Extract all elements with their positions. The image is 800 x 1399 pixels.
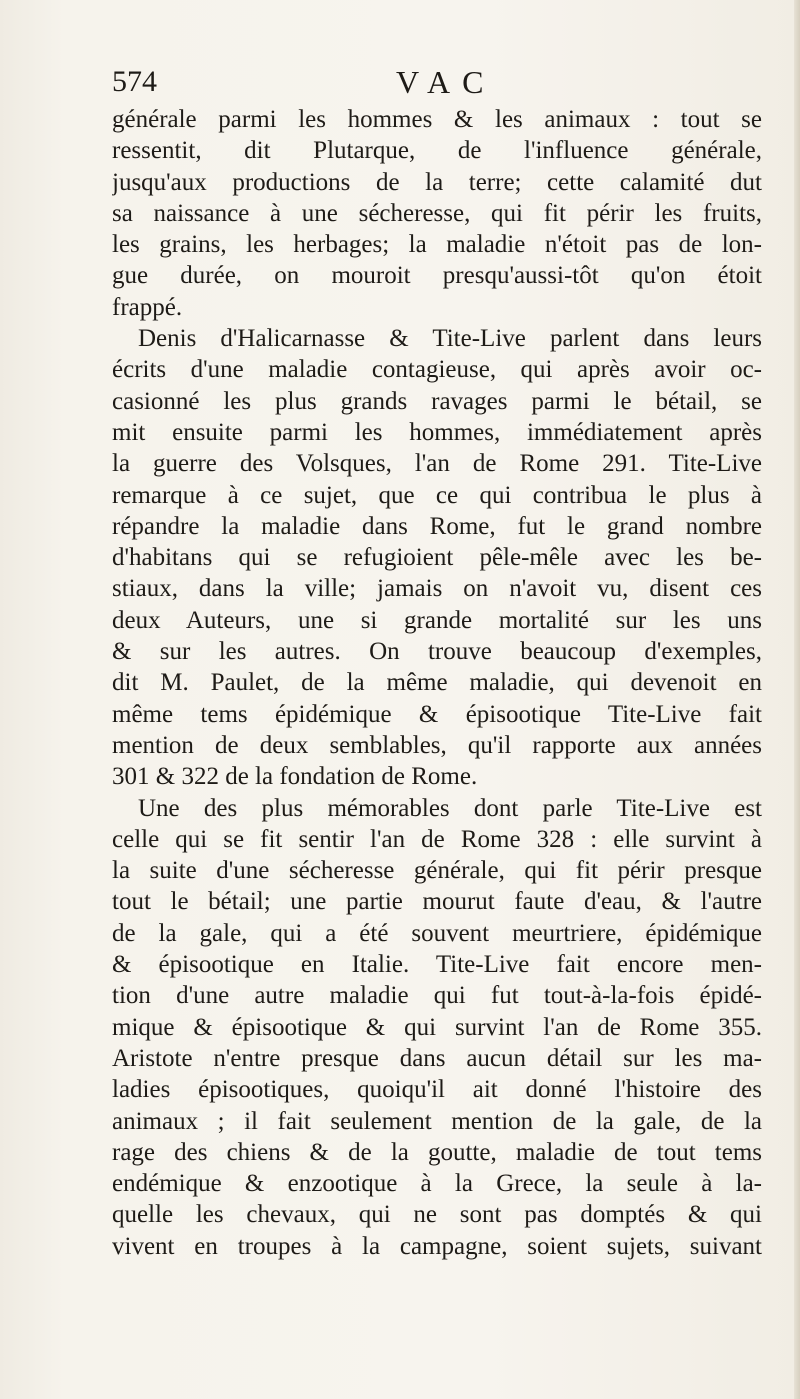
text-line: stiaux, dans la ville; jamais on n'avoit vu, disent ces: [112, 575, 762, 603]
text-line: générale parmi les hommes & les animaux : tout se: [112, 106, 762, 133]
text-line: ressentit, dit Plutarque, de l'influence générale,: [112, 137, 762, 165]
text-line: tion d'une autre maladie qui fut tout-à-la-fois épidé-: [112, 982, 762, 1010]
text-line: quelle les chevaux, qui ne sont pas domptés & qui: [112, 1201, 762, 1229]
text-line: répandre la maladie dans Rome, fut le grand nombre: [112, 512, 762, 540]
text-line: frappé.: [112, 293, 183, 321]
text-line: casionné les plus grands ravages parmi le bétail, se: [112, 387, 762, 415]
text-line: mit ensuite parmi les hommes, immédiatement après: [112, 418, 762, 446]
text-line: de la gale, qui a été souvent meurtriere, épidémique: [112, 919, 762, 947]
text-line: la suite d'une sécheresse générale, qui fit périr presque: [112, 857, 762, 885]
text-line: les grains, les herbages; la maladie n'étoit pas de lon-: [112, 231, 762, 259]
page-edge: [794, 0, 800, 1399]
text-line: tout le bétail; une partie mourut faute d'eau, & l'autre: [112, 888, 762, 916]
text-line: & sur les autres. On trouve beaucoup d'exemples,: [112, 638, 762, 666]
text-line: Une des plus mémorables dont parle Tite-Live est: [138, 794, 762, 822]
text-line: remarque à ce sujet, que ce qui contribua le plus à: [112, 481, 762, 509]
text-line: dit M. Paulet, de la même maladie, qui devenoit en: [112, 669, 762, 697]
text-line: Aristote n'entre presque dans aucun détail sur les ma-: [112, 1044, 762, 1072]
text-line: d'habitans qui se refugioient pêle-mêle avec les be-: [112, 544, 762, 572]
text-line: gue durée, on mouroit presqu'aussi-tôt qu'on étoit: [112, 262, 762, 290]
text-line: Denis d'Halicarnasse & Tite-Live parlent dans leurs: [138, 325, 762, 353]
text-line: 301 & 322 de la fondation de Rome.: [112, 763, 478, 791]
text-line: mention de deux semblables, qu'il rapporte aux années: [112, 731, 762, 759]
text-line: mique & épisootique & qui survint l'an de Rome 355.: [112, 1013, 762, 1041]
text-line: celle qui se fit sentir l'an de Rome 328 : elle survint à: [112, 825, 762, 853]
text-line: endémique & enzootique à la Grece, la seule à la-: [112, 1170, 762, 1198]
text-line: ladies épisootiques, quoiqu'il ait donné l'histoire des: [112, 1076, 762, 1104]
text-line: écrits d'une maladie contagieuse, qui après avoir oc-: [112, 356, 762, 384]
text-line: rage des chiens & de la goutte, maladie de tout tems: [112, 1138, 762, 1166]
body-text: [112, 104, 762, 1262]
text-line: animaux ; il fait seulement mention de la gale, de la: [112, 1107, 762, 1135]
text-line: jusqu'aux productions de la terre; cette calamité dut: [112, 168, 762, 196]
text-line: sa naissance à une sécheresse, qui fit périr les fruits,: [112, 199, 762, 227]
text-line: deux Auteurs, une si grande mortalité sur les uns: [112, 606, 762, 634]
text-line: & épisootique en Italie. Tite-Live fait encore men-: [112, 951, 762, 979]
text-line: même tems épidémique & épisootique Tite-Live fait: [112, 700, 762, 728]
page-header: [0, 62, 800, 102]
running-head: VAC: [396, 64, 496, 100]
page-number: 574: [112, 65, 157, 98]
text-line: la guerre des Volsques, l'an de Rome 291. Tite-Live: [112, 450, 762, 478]
text-line: vivent en troupes à la campagne, soient sujets, suivant: [112, 1232, 762, 1260]
